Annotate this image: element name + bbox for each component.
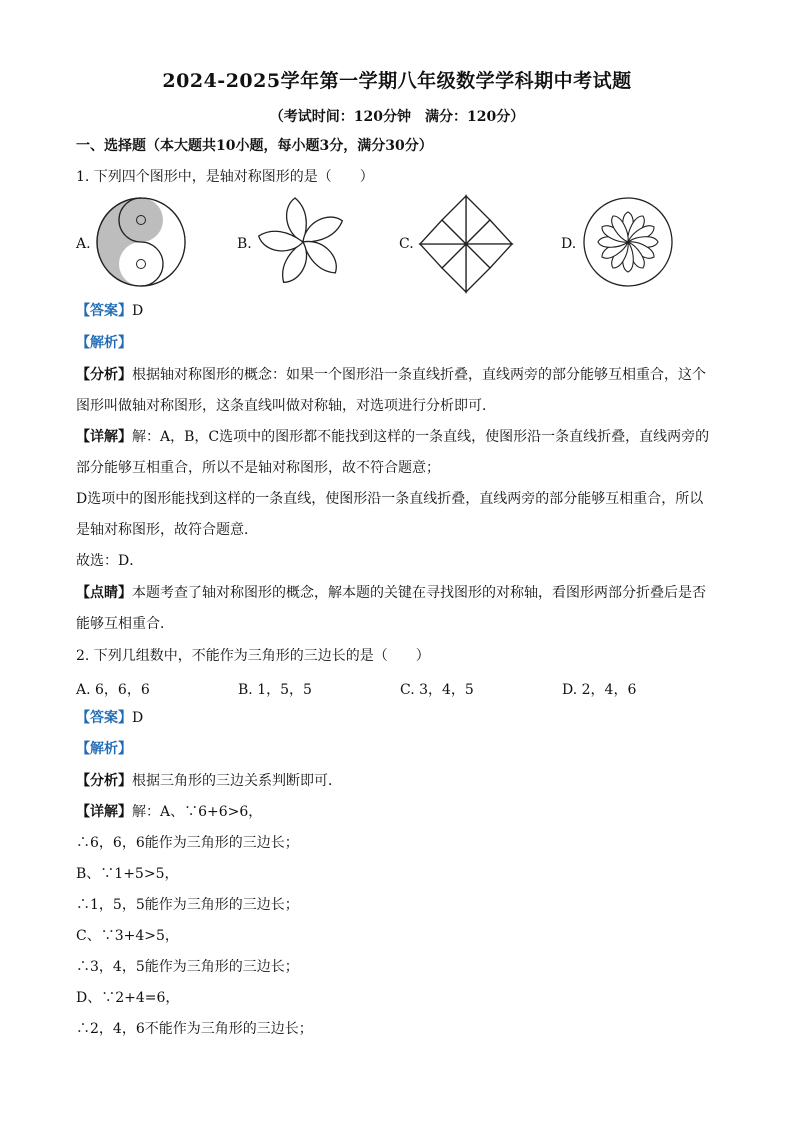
q2-step-line: ∴3，4，5能作为三角形的三边长； xyxy=(76,959,299,975)
xiangjie-tag: 【详解】 xyxy=(76,804,132,820)
section-heading: 一、选择题（本大题共10小题，每小题3分，满分30分） xyxy=(76,138,433,154)
xiangjie-text: 解：A、∵6+6>6， xyxy=(132,804,263,820)
fenxi-text: 根据三角形的三边关系判断即可． xyxy=(132,773,342,789)
option-a-label: A. xyxy=(76,236,91,252)
q2-step-line: ∴1，5，5能作为三角形的三边长； xyxy=(76,897,299,913)
analysis-tag: 【解析】 xyxy=(76,335,132,351)
q1-dianjing-line-2: 能够互相重合． xyxy=(76,616,174,632)
q1-answer xyxy=(76,303,143,319)
q2-answer xyxy=(76,710,143,726)
q1-xiangjie-line-1 xyxy=(76,429,709,445)
q1-analysis-tag xyxy=(76,335,132,351)
flower-pinwheel-figure xyxy=(255,194,351,290)
option-c-label: C. xyxy=(399,236,414,252)
q2-step-line: B、∵1+5>5， xyxy=(76,866,179,882)
q1-fenxi-line-1 xyxy=(76,367,706,383)
q2-choice-c: C. 3，4，5 xyxy=(400,682,474,698)
answer-value: D xyxy=(132,710,144,726)
xiangjie-text: 解：A，B，C选项中的图形都不能找到这样的一条直线，使图形沿一条直线折叠，直线两旁的 xyxy=(132,429,710,445)
page-title: 2024-2025学年第一学期八年级数学学科期中考试题 xyxy=(162,70,632,92)
yin-yang-figure xyxy=(95,196,187,288)
q1-conclusion: 故选：D． xyxy=(76,553,144,569)
question-2-stem: 2. 下列几组数中，不能作为三角形的三边长的是（ ） xyxy=(76,648,430,664)
q2-step-line: ∴2，4，6不能作为三角形的三边长； xyxy=(76,1021,313,1037)
q2-choice-b: B. 1，5，5 xyxy=(238,682,312,698)
q2-step-line: C、∵3+4>5， xyxy=(76,928,179,944)
answer-tag: 【答案】 xyxy=(76,303,132,319)
exam-info: （考试时间：120分钟 满分：120分） xyxy=(269,109,525,125)
option-d-label: D. xyxy=(561,236,577,252)
q2-step-line: D、∵2+4=6， xyxy=(76,990,180,1006)
triangle-pinwheel-figure xyxy=(418,194,514,294)
option-b-label: B. xyxy=(237,236,252,252)
dianjing-tag: 【点睛】 xyxy=(76,585,132,601)
q1-fenxi-line-2: 图形叫做轴对称图形，这条直线叫做对称轴，对选项进行分析即可． xyxy=(76,398,496,414)
fenxi-tag: 【分析】 xyxy=(76,367,132,383)
petal-circle-figure xyxy=(582,196,674,288)
answer-tag: 【答案】 xyxy=(76,710,132,726)
xiangjie-tag: 【详解】 xyxy=(76,429,132,445)
q2-analysis-tag xyxy=(76,741,132,757)
q2-xiangjie-line-1 xyxy=(76,804,262,820)
fenxi-text: 根据轴对称图形的概念：如果一个图形沿一条直线折叠，直线两旁的部分能够互相重合，这个 xyxy=(132,367,706,383)
q2-step-line: ∴6，6，6能作为三角形的三边长； xyxy=(76,835,299,851)
fenxi-tag: 【分析】 xyxy=(76,773,132,789)
q1-dianjing-line-1 xyxy=(76,585,706,601)
q2-choice-a: A. 6，6，6 xyxy=(76,682,150,698)
q1-xiangjie-line-3: D选项中的图形能找到这样的一条直线，使图形沿一条直线折叠，直线两旁的部分能够互相重合，所以 xyxy=(76,491,704,507)
q1-xiangjie-line-2: 部分能够互相重合，所以不是轴对称图形，故不符合题意； xyxy=(76,460,440,476)
analysis-tag: 【解析】 xyxy=(76,741,132,757)
q1-xiangjie-line-4: 是轴对称图形，故符合题意． xyxy=(76,522,258,538)
q2-fenxi-line xyxy=(76,773,342,789)
dianjing-text: 本题考查了轴对称图形的概念，解本题的关键在寻找图形的对称轴，看图形两部分折叠后是否 xyxy=(132,585,706,601)
answer-value: D xyxy=(132,303,144,319)
q2-choice-d: D. 2，4，6 xyxy=(562,682,637,698)
question-1-stem: 1. 下列四个图形中，是轴对称图形的是（ ） xyxy=(76,169,374,185)
